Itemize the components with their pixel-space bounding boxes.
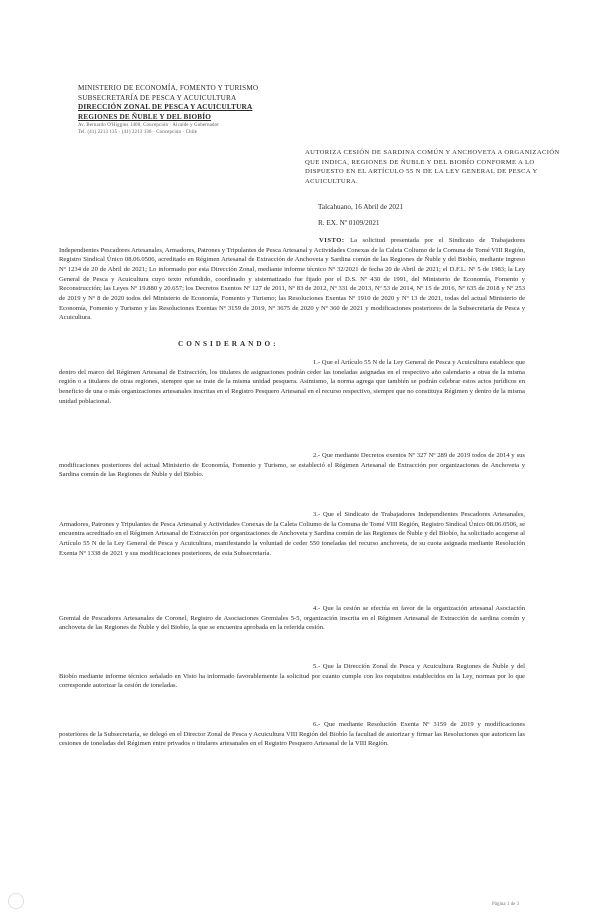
address-line-2: Tel. (41) 2213 135 · (41) 2213 136 · Concepción · Chile xyxy=(78,130,198,135)
address-line-1: Av. Bernardo O'Higgins 1400, Concepción · Alcalde y Gobernador xyxy=(78,123,220,128)
resolution-number: R. EX. Nº 0109/2021 xyxy=(318,219,380,227)
visto-label: VISTO: xyxy=(319,237,345,244)
corner-stamp-icon xyxy=(8,893,24,909)
ministry-name: MINISTERIO DE ECONOMÍA, FOMENTO Y TURISMO xyxy=(78,84,259,92)
zonal-direction-name: DIRECCIÓN ZONAL DE PESCA Y ACUICULTURA xyxy=(78,103,253,111)
visto-text: La solicitud presentada por el Sindicato de Trabajadores Independientes Pescadores Artesanales, Armadores, Patrones y Tripulantes de Pesca Artesanal y Actividades Conexas de la Caleta Coliumo de la Comuna de Tomé VIII Región, Registro Sindical Único 08.06.0506, acreditado en Régimen Artesanal de Extracción de Anchoveta y Sardina común de las Regiones de Ñuble y del Biobío, mediante ingreso Nº 1234 de 20 de Abril de 2021; Lo informado por esta Dirección Zonal, mediante informe técnico Nº 32/2021 de fecha 20 de Abril de 2021; el D.F.L. Nº 5 de 1983; la Ley General de Pesca y Acuicultura cuyo texto refundido, coordinado y sistematizado fue fijado por el D.S. Nº 430 de 1991, del Ministerio de Economía, Fomento y Reconstrucción; las Leyes Nº 19.880 y 20.657; los Decretos Exentos Nº 127 de 2011, Nº 83 de 2012, Nº 331 de 2013, Nº 53 de 2014, Nº 15 de 2016, Nº 635 de 2018 y Nº 253 de 2019 y Nº 8 de 2020 todos del Ministerio de Economía, Fomento y Turismo; las Resoluciones Exentas Nº 1910 de 2020 y Nº 13 de 2021, todas del actual Ministerio de Economía, Fomento y Turismo y las Resoluciones Exentas Nº 3159 de 2019, Nº 3675 de 2020 y Nº 360 de 2021 y modificaciones posteriores de la Subsecretaría de Pesca y Acuicultura. xyxy=(59,237,526,322)
considerando-heading: CONSIDERANDO: xyxy=(178,340,279,348)
considerando-6: 6.- Que mediante Resolución Exenta Nº 3159 de 2019 y modificaciones posteriores de la Subsecretaría, se delegó en el Director Zonal de Pesca y Acuicultura VIII Región del Biobío la facultad de autorizar y firmar las Resoluciones que autoricen las cesiones de toneladas del Régimen entre privados o titulares artesanales en el Registro Pesquero Artesanal de la VIII Región. xyxy=(59,721,525,748)
considerando-4: 4.- Que la cesión se efectúa en favor de la organización artesanal Asociación Gremial de Pescadores Artesanales de Coronel, Registro de Asociaciones Gremiales 5-5, organización inscrita en el Régimen Artesanal de Extracción de sardina común y anchoveta de las Regiones de Ñuble y del Biobío, la que se encuentra aprobada en la referida cesión. xyxy=(59,605,525,632)
subsecretariat-name: SUBSECRETARÍA DE PESCA Y ACUICULTURA xyxy=(78,93,237,102)
page-footer: Página 1 de 3 xyxy=(492,902,520,907)
considerando-1: 1.- Que el Artículo 55 N de la Ley General de Pesca y Acuicultura establece que dentro del marco del Régimen Artesanal de Extracción, los titulares de asignaciones podrán ceder las toneladas asignadas en el respectivo año calendario a otras de la misma región o a titulares de otras regiones, siempre que se trate de la misma unidad pesquera. Asimismo, la norma agrega que también se podrán celebrar estos actos jurídicos en beneficio de una o más organizaciones artesanales inscritas en el Registro Pesquero Artesanal en el recurso respectivo, siempre que no constituya Régimen y dentro de la misma unidad poblacional. xyxy=(59,359,525,405)
regions-name: REGIONES DE ÑUBLE Y DEL BIOBÍO xyxy=(78,112,212,121)
considerando-3: 3.- Que el Sindicato de Trabajadores Independientes Pescadores Artesanales, Armadores, Patrones y Tripulantes de Pesca Artesanal y Actividades Conexas de la Caleta Coliumo de la Comuna de Tomé VIII Región, Registro Sindical Único 08.06.0506, se encuentra acreditado en el Régimen Artesanal de Extracción por organizaciones de Anchoveta y Sardina común de las Regiones de Ñuble y del Biobío, ha solicitado acogerse al Artículo 55 N de la Ley General de Pesca y Acuicultura, manifestando la voluntad de ceder 550 toneladas del recurso anchoveta, de su cuota asignada mediante Resolución Exenta Nº 1338 de 2021 y sus modificaciones posteriores, de esta Subsecretaría. xyxy=(59,511,525,557)
considerando-2: 2.- Que mediante Decretos exentos Nº 327 Nº 289 de 2019 todos de 2014 y sus modificaciones posteriores del actual Ministerio de Economía, Fomento y Turismo, se estableció el Régimen Artesanal de Extracción por organizaciones de Anchoveta y Sardina común de las Regiones de Ñuble y del Biobío. xyxy=(59,452,525,479)
visto-paragraph xyxy=(59,236,525,323)
considerando-5: 5.- Que la Dirección Zonal de Pesca y Acuicultura Regiones de Ñuble y del Biobío mediante informe técnico señalado en Visto ha informado favorablemente la solicitud por cuanto cumple con los requisitos establecidos en la Ley, normas por lo que corresponde autorizar la cesión de toneladas. xyxy=(59,663,525,690)
reference-summary: AUTORIZA CESIÓN DE SARDINA COMÚN Y ANCHOVETA A ORGANIZACIÓN QUE INDICA, REGIONES DE ÑUBLE Y DEL BIOBÍO CONFORME A LO DISPUESTO EN EL ARTÍCULO 55 N DE LA LEY GENERAL DE PESCA Y ACUICULTURA. xyxy=(305,149,560,185)
letterhead xyxy=(78,84,308,136)
place-date: Talcahuano, 16 Abril de 2021 xyxy=(318,203,404,211)
